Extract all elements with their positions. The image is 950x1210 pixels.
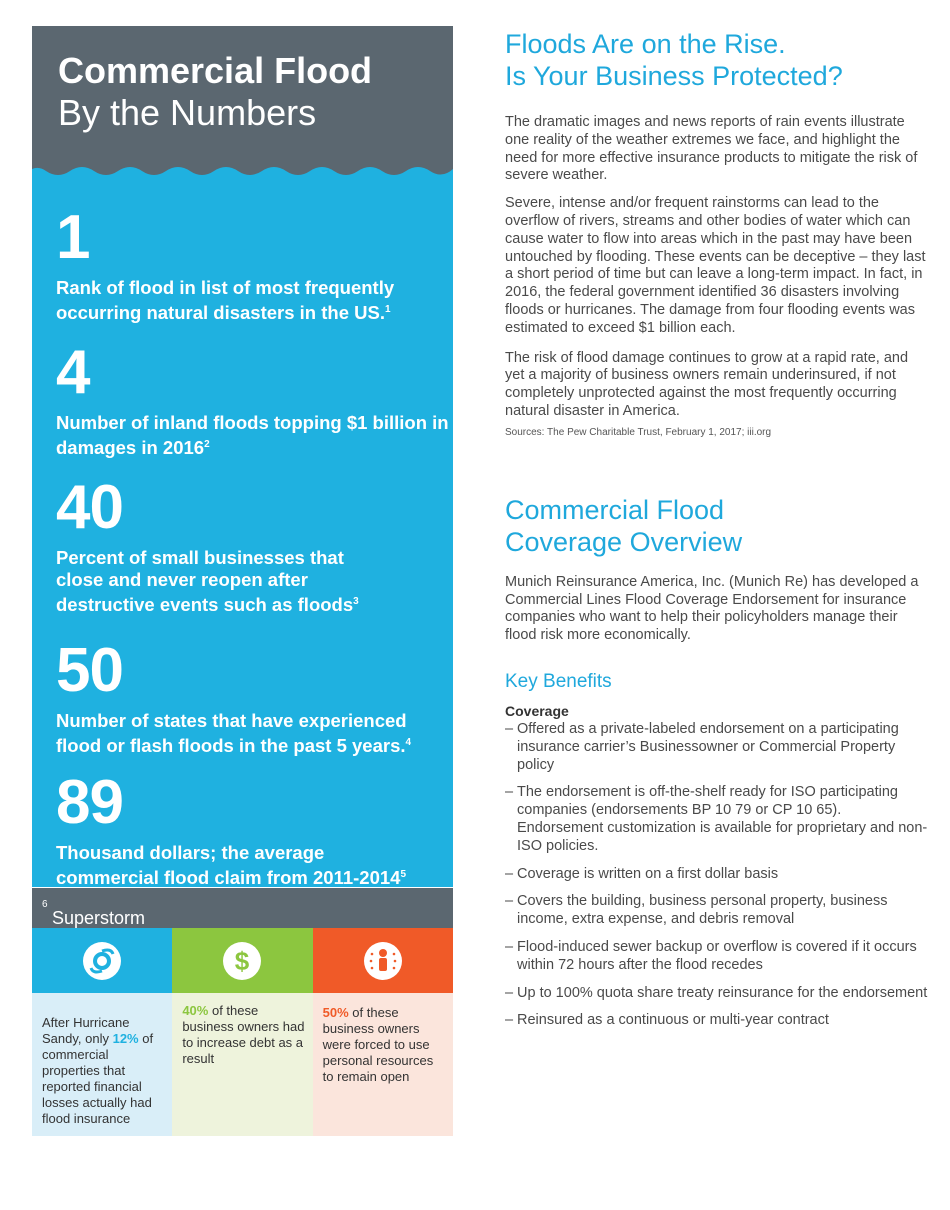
list-item bbox=[505, 985, 930, 1003]
dash-marker: – bbox=[505, 893, 514, 910]
stat-number: 89 bbox=[56, 768, 123, 837]
hurricane-icon bbox=[83, 942, 121, 980]
footnote-ref: 1 bbox=[384, 304, 391, 315]
case-text bbox=[32, 993, 172, 1136]
icon-band bbox=[172, 928, 312, 993]
stat-item bbox=[56, 636, 426, 757]
numbers-title bbox=[58, 50, 372, 134]
heading-rise bbox=[505, 28, 930, 92]
paragraph: Severe, intense and/or frequent rainstorms can lead to the overflow of rivers, streams and other bodies of water which can cause water to flow into areas which in the past may have been untouched by flooding. These events can be deceptive – they last a short period of time but can leave a long-term impact. In fact, in 2016, the federal government identified 36 disasters involving floods or hurricanes. The damage from four flooding events was estimated to exceed $1 billion each. bbox=[505, 195, 926, 336]
list-item-text: The endorsement is off-the-shelf ready for ISO participating companies (endorsements BP 10 79 or CP 10 65). Endorsement customization is available for proprietary and non-ISO policies. bbox=[517, 784, 928, 854]
icon-band bbox=[32, 928, 172, 993]
list-item-text: Covers the building, business personal property, business income, extra expense, and debris removal bbox=[517, 893, 888, 928]
stat-description bbox=[56, 842, 426, 889]
stat-description bbox=[56, 412, 453, 459]
footnote-ref: 5 bbox=[400, 869, 407, 880]
wave-divider bbox=[32, 163, 453, 193]
stat-description bbox=[56, 710, 426, 757]
heading-coverage bbox=[505, 494, 930, 558]
person-icon bbox=[364, 942, 402, 980]
footnote-ref: 4 bbox=[405, 737, 412, 748]
stat-number: 50 bbox=[56, 636, 123, 705]
key-benefits-heading: Key Benefits bbox=[505, 670, 612, 692]
stat-description bbox=[56, 277, 453, 324]
paragraph: The dramatic images and news reports of rain events illustrate one reality of the weather extremes we face, and highlight the need for more effective insurance products to mitigate the risk of severe weather. bbox=[505, 114, 918, 184]
case-highlight: 50% bbox=[322, 1005, 349, 1020]
case-text-pre: After Hurricane Sandy, only bbox=[42, 1015, 130, 1046]
case-text-post: of commercial properties that reported financial losses actually had flood insurance bbox=[42, 1031, 154, 1126]
list-item bbox=[505, 866, 930, 884]
case-text-post: of these business owners were forced to use personal resources to remain open bbox=[322, 1005, 434, 1084]
stats-box bbox=[32, 192, 453, 887]
case-study-title: Superstorm bbox=[52, 908, 146, 928]
title-bold: Commercial Flood bbox=[58, 50, 373, 91]
stat-text: Rank of flood in list of most frequently occurring natural disasters in the US. bbox=[56, 277, 395, 324]
case-highlight: 40% bbox=[182, 1003, 209, 1018]
footnote-ref: 2 bbox=[204, 439, 210, 450]
list-item-text: Up to 100% quota share treaty reinsurance for the endorsement bbox=[517, 984, 928, 1001]
dash-marker: – bbox=[505, 938, 514, 955]
numbers-panel bbox=[32, 26, 453, 887]
case-col-personal bbox=[313, 928, 453, 1136]
dash-marker: – bbox=[505, 784, 514, 801]
stat-text: Number of inland floods topping $1 billion in damages in 2016 bbox=[56, 412, 449, 459]
svg-text:$: $ bbox=[235, 946, 250, 976]
case-study-grid bbox=[32, 928, 453, 1136]
dash-marker: – bbox=[505, 720, 514, 737]
dash-marker: – bbox=[505, 1012, 514, 1029]
case-col-hurricane bbox=[32, 928, 172, 1136]
list-item bbox=[505, 1012, 930, 1030]
heading-line: Is Your Business Protected? bbox=[505, 61, 843, 91]
title-light: By the Numbers bbox=[58, 92, 317, 133]
stat-text: Thousand dollars; the average commercial flood claim from 2011-2014 bbox=[56, 842, 401, 889]
dash-marker: – bbox=[505, 984, 514, 1001]
list-item bbox=[505, 784, 930, 855]
coverage-subheading: Coverage bbox=[505, 702, 569, 719]
stat-item bbox=[56, 473, 386, 616]
stat-text: Number of states that have experienced flood or flash floods in the past 5 years. bbox=[56, 710, 407, 757]
benefits-list bbox=[505, 721, 930, 1030]
list-item-text: Coverage is written on a first dollar basis bbox=[517, 865, 779, 882]
stat-item bbox=[56, 768, 426, 889]
heading-line: Commercial Flood bbox=[505, 494, 725, 525]
sources-note: Sources: The Pew Charitable Trust, February 1, 2017; iii.org bbox=[505, 426, 772, 438]
icon-band bbox=[313, 928, 453, 993]
list-item bbox=[505, 721, 930, 774]
case-text bbox=[313, 993, 453, 1136]
stat-item bbox=[56, 203, 453, 324]
paragraph: Munich Reinsurance America, Inc. (Munich Re) has developed a Commercial Lines Flood Coverage Endorsement for insurance companies who want to help their policyholders manage their flood risk more economically. bbox=[505, 573, 919, 644]
article-column bbox=[505, 26, 930, 1040]
heading-line: Floods Are on the Rise. bbox=[505, 29, 786, 59]
stat-number: 40 bbox=[56, 473, 123, 542]
list-item-text: Reinsured as a continuous or multi-year contract bbox=[517, 1012, 829, 1029]
stat-number: 4 bbox=[56, 338, 90, 407]
case-study-title-wrap bbox=[42, 898, 146, 928]
case-col-debt bbox=[172, 928, 312, 1136]
case-highlight: 12% bbox=[112, 1031, 139, 1046]
list-item bbox=[505, 939, 930, 975]
numbers-header bbox=[32, 26, 453, 164]
heading-line: Coverage Overview bbox=[505, 526, 743, 557]
stat-description bbox=[56, 547, 386, 616]
dash-marker: – bbox=[505, 865, 514, 882]
stat-number: 1 bbox=[56, 203, 90, 272]
list-item bbox=[505, 893, 930, 929]
stat-text: Percent of small businesses that close and never reopen after destructive events such as floods bbox=[56, 547, 354, 616]
paragraph: The risk of flood damage continues to grow at a rapid rate, and yet a majority of business owners remain underinsured, if not completely unprotected against the most frequently occurring natural disaster in America. bbox=[505, 349, 909, 419]
footnote-ref: 6 bbox=[42, 899, 48, 910]
list-item-text: Flood-induced sewer backup or overflow is covered if it occurs within 72 hours after the flood recedes bbox=[517, 938, 917, 973]
case-study-header bbox=[32, 888, 453, 928]
case-text bbox=[172, 993, 312, 1136]
case-text-post: of these business owners had to increase debt as a result bbox=[182, 1003, 305, 1066]
dollar-icon bbox=[223, 942, 261, 980]
footnote-ref: 3 bbox=[353, 596, 359, 607]
list-item-text: Offered as a private-labeled endorsement on a participating insurance carrier’s Businessowner or Commercial Property policy bbox=[517, 720, 899, 773]
stat-item bbox=[56, 338, 453, 459]
